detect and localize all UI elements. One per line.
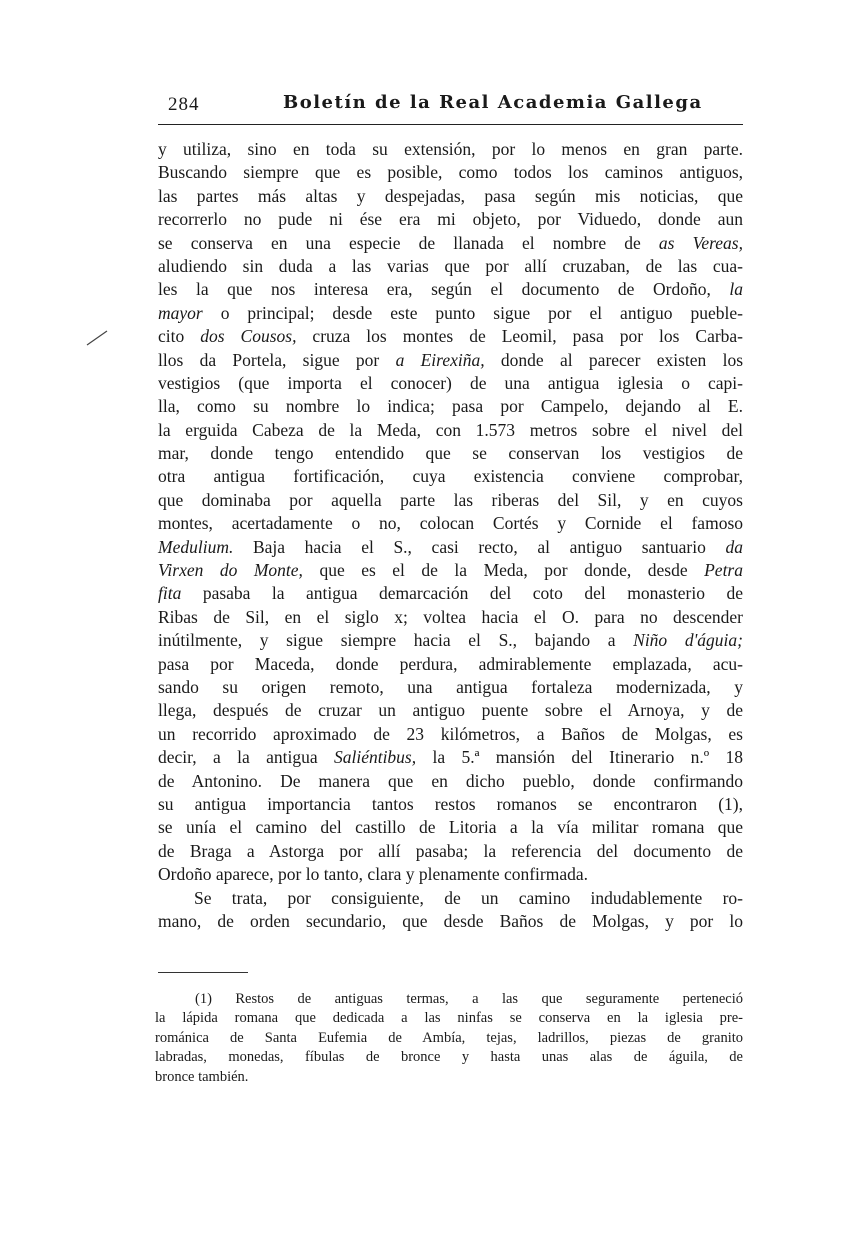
text-line: lla, como su nombre lo indica; pasa por Campelo, dejando al E. <box>158 396 743 417</box>
text-line: las partes más altas y despejadas, pasa según mis noticias, que <box>158 185 743 206</box>
text-line: fita pasaba la antigua demarcación del coto del monasterio de <box>158 583 743 604</box>
text-line: otra antigua fortificación, cuya existencia conviene comprobar, <box>158 466 743 487</box>
text-line: mano, de orden secundario, que desde Baños de Molgas, y por lo <box>158 910 743 931</box>
text-line: de Braga a Astorga por allí pasaba; la referencia del documento de <box>158 840 743 861</box>
text-line: la erguida Cabeza de la Meda, con 1.573 metros sobre el nivel del <box>158 419 743 440</box>
text-line: mar, donde tengo entendido que se conservan los vestigios de <box>158 443 743 464</box>
text-line: les la que nos interesa era, según el documento de Ordoño, la <box>158 279 743 300</box>
text-line: Ribas de Sil, en el siglo x; voltea hacia el O. para no descender <box>158 606 743 627</box>
text-line: cito dos Cousos, cruza los montes de Leomil, pasa por los Carba- <box>158 326 744 347</box>
text-line: se unía el camino del castillo de Litoria a la vía militar romana que <box>158 817 743 838</box>
text-line: llega, después de cruzar un antiguo puente sobre el Arnoya, y de <box>158 700 743 721</box>
text-line: y utiliza, sino en toda su extensión, por lo menos en gran parte. <box>158 139 743 159</box>
page-header <box>158 92 743 122</box>
text-line: pasa por Maceda, donde perdura, admirablemente emplazada, acu- <box>158 653 743 674</box>
footnote-rule <box>158 972 248 973</box>
text-line: Ordoño aparece, por lo tanto, clara y plenamente confirmada. <box>158 864 589 885</box>
header-rule <box>158 124 743 125</box>
text-line: Medulium. Baja hacia el S., casi recto, al antiguo santuario da <box>158 536 743 557</box>
margin-pencil-mark <box>86 330 108 346</box>
text-line: montes, acertadamente o no, colocan Cortés y Cornide el famoso <box>158 513 743 534</box>
footnote-line: la lápida romana que dedicada a las ninfas se conserva en la iglesia pre- <box>155 1010 743 1027</box>
page-number: 284 <box>168 94 200 115</box>
text-line: inútilmente, y sigue siempre hacia el S., bajando a Niño d'águia; <box>158 630 743 651</box>
text-line: que dominaba por aquella parte las riberas del Sil, y en cuyos <box>158 489 743 510</box>
text-line: Virxen do Monte, que es el de la Meda, por donde, desde Petra <box>158 560 743 581</box>
text-line: Buscando siempre que es posible, como todos los caminos antiguos, <box>158 162 743 183</box>
text-line: decir, a la antigua Saliéntibus, la 5.ª mansión del Itinerario n.º 18 <box>158 747 743 768</box>
text-line: mayor o principal; desde este punto sigue por el antiguo pueble- <box>158 302 743 323</box>
text-line: Se trata, por consiguiente, de un camino indudablemente ro- <box>194 887 743 908</box>
text-line: se conserva en una especie de llanada el nombre de as Vereas, <box>158 232 743 253</box>
text-line: su antigua importancia tantos restos romanos se encontraron (1), <box>158 793 743 814</box>
text-line: sando su origen remoto, una antigua fortaleza modernizada, y <box>158 676 743 697</box>
text-line: llos da Portela, sigue por a Eirexiña, donde al parecer existen los <box>158 349 744 370</box>
body-text <box>158 138 743 933</box>
text-line: un recorrido aproximado de 23 kilómetros, a Baños de Molgas, es <box>158 723 743 744</box>
footnote-line: románica de Santa Eufemia de Ambía, tejas, ladrillos, piezas de granito <box>155 1029 743 1046</box>
running-title: Boletín de la Real Academia Gallega <box>283 92 703 113</box>
text-line: de Antonino. De manera que en dicho pueblo, donde confirmando <box>158 770 743 791</box>
footnote-line: bronce también. <box>155 1068 249 1085</box>
footnote-line: (1) Restos de antiguas termas, a las que seguramente perteneció <box>195 991 743 1007</box>
text-line: vestigios (que importa el conocer) de una antigua iglesia o capi- <box>158 372 743 393</box>
footnote-line: labradas, monedas, fíbulas de bronce y hasta unas alas de águila, de <box>155 1049 743 1066</box>
text-line: aludiendo sin duda a las varias que por allí cruzaban, de las cua- <box>158 255 743 276</box>
footnote <box>155 990 743 1087</box>
text-line: recorrerlo no pude ni ése era mi objeto, por Viduedo, donde aun <box>158 209 743 230</box>
